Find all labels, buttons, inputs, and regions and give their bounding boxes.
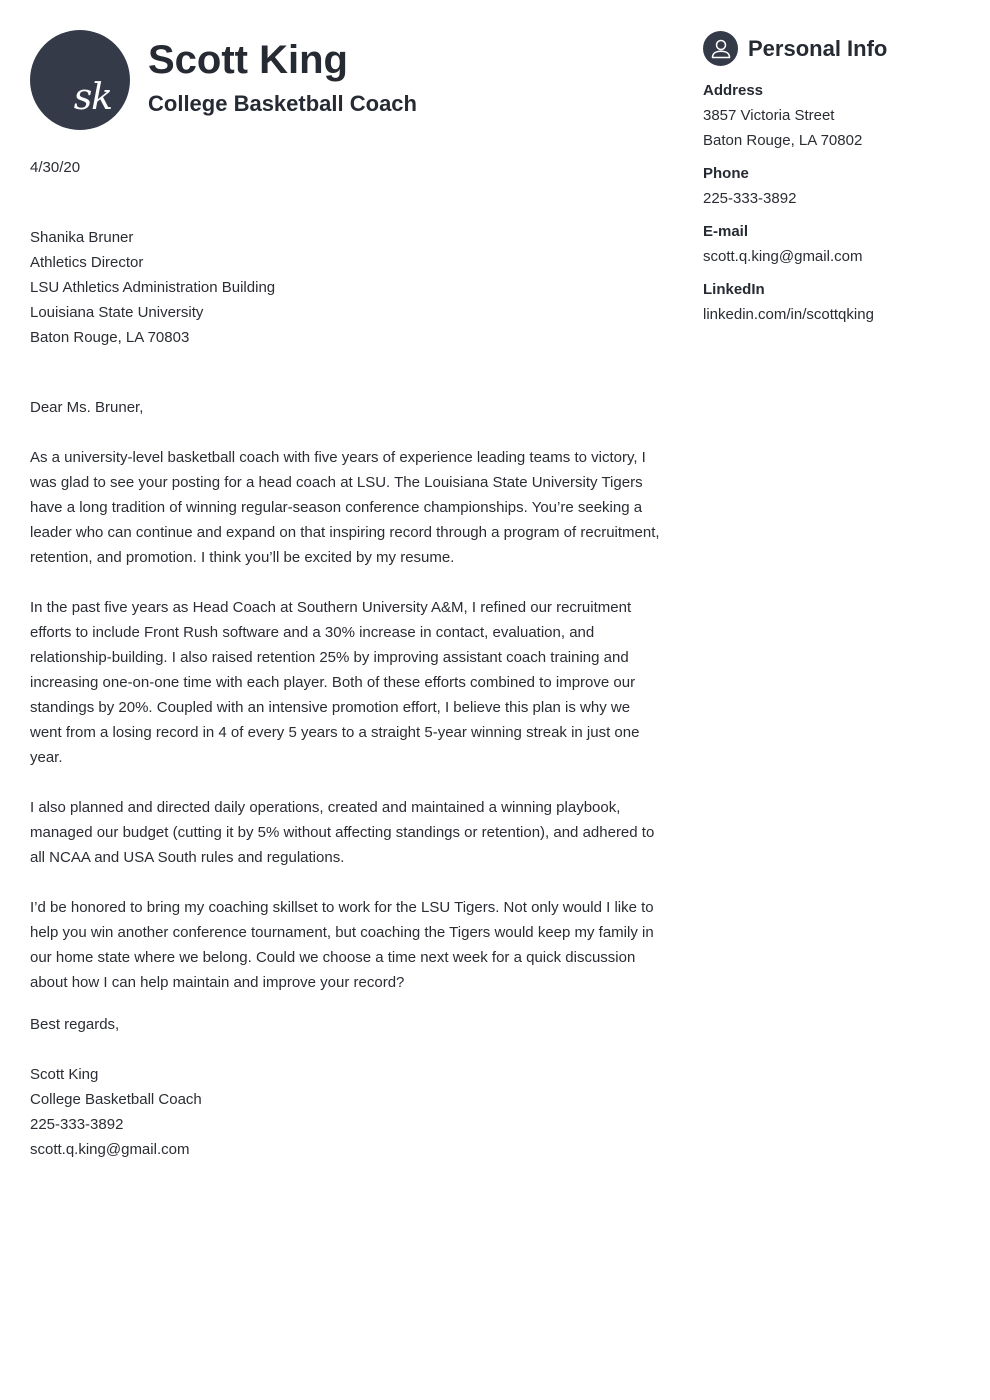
personal-info-title: Personal Info xyxy=(748,35,888,61)
letter-greeting: Dear Ms. Bruner, xyxy=(30,399,144,416)
address-label: Address xyxy=(703,82,764,99)
personal-info-sidebar xyxy=(703,31,963,335)
letter-body xyxy=(30,155,665,1162)
monogram-avatar xyxy=(30,30,130,130)
letter-date: 4/30/20 xyxy=(30,159,81,176)
letter-paragraph-intro: As a university-level basketball coach with five years of experience leading teams to victory, I was glad to see your posting for a head coach at LSU. The Louisiana State University Tigers have a long tradition of winning regular-season conference championships. You’re seeking a leader who can continue and expand on that inspiring record through a program of recruitment, retention, and promotion. I think you’ll be excited by my resume. xyxy=(30,449,660,566)
candidate-title: College Basketball Coach xyxy=(148,91,417,116)
candidate-name: Scott King xyxy=(148,38,348,82)
signature-title: College Basketball Coach xyxy=(30,1091,202,1108)
linkedin-label: LinkedIn xyxy=(703,281,765,298)
recipient-block xyxy=(30,225,665,350)
letter-paragraph-closing: I’d be honored to bring my coaching skillset to work for the LSU Tigers. Not only would I like to help you win another conference tournament, but coaching the Tigers would keep my family in our home state where we belong. Could we choose a time next week for a quick discussion about how I can help maintain and improve your record? xyxy=(30,899,654,991)
letter-paragraph-experience: In the past five years as Head Coach at Southern University A&M, I refined our recruitment efforts to include Front Rush software and a 30% increase in contact, evaluation, and relationship-building. I also raised retention 25% by improving assistant coach training and increasing one-on-one time with each player. Both of these efforts combined to improve our standings by 20%. Coupled with an intensive promotion effort, I believe this plan is why we went from a losing record in 4 of every 5 years to a straight 5-year winning streak in just one year. xyxy=(30,599,640,766)
linkedin-group xyxy=(703,277,963,327)
phone-group xyxy=(703,161,963,211)
phone-value: 225-333-3892 xyxy=(703,190,797,207)
recipient-city: Baton Rouge, LA 70803 xyxy=(30,329,190,346)
address-line1: 3857 Victoria Street xyxy=(703,107,835,124)
address-group xyxy=(703,78,963,153)
signature-block xyxy=(30,1062,665,1162)
letter-paragraph-duties: I also planned and directed daily operations, created and maintained a winning playbook, managed our budget (cutting it by 5% without affecting standings or retention), and adhered to all NCAA and USA South rules and regulations. xyxy=(30,799,655,866)
letter-closing: Best regards, xyxy=(30,1016,120,1033)
linkedin-value: linkedin.com/in/scottqking xyxy=(703,306,874,323)
email-value: scott.q.king@gmail.com xyxy=(703,248,863,265)
email-label: E-mail xyxy=(703,223,749,240)
person-icon xyxy=(703,31,738,66)
signature-name: Scott King xyxy=(30,1066,99,1083)
personal-info-header xyxy=(703,31,963,66)
phone-label: Phone xyxy=(703,165,749,182)
address-line2: Baton Rouge, LA 70802 xyxy=(703,132,863,149)
signature-phone: 225-333-3892 xyxy=(30,1116,124,1133)
recipient-organization: Louisiana State University xyxy=(30,304,204,321)
recipient-name: Shanika Bruner xyxy=(30,229,134,246)
signature-email: scott.q.king@gmail.com xyxy=(30,1141,190,1158)
monogram-initials: sk xyxy=(73,77,112,118)
recipient-position: Athletics Director xyxy=(30,254,144,271)
recipient-building: LSU Athletics Administration Building xyxy=(30,279,276,296)
email-group xyxy=(703,219,963,269)
